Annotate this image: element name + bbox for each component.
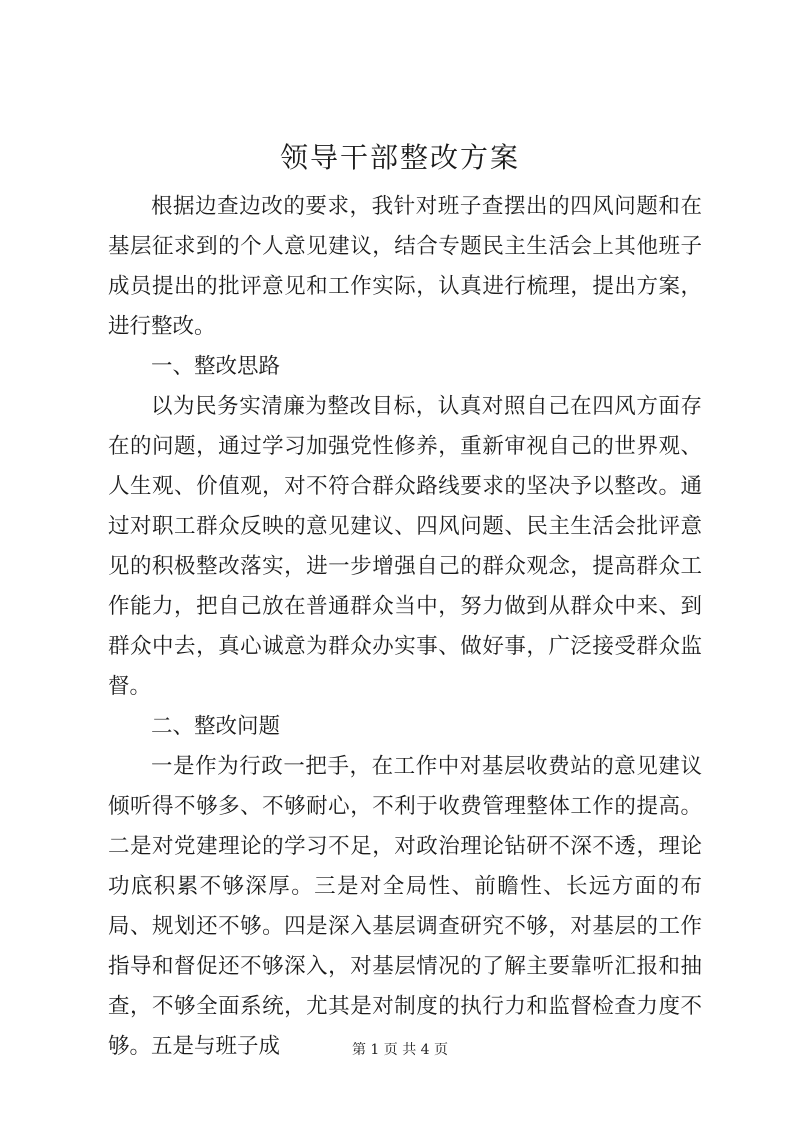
document-body bbox=[108, 187, 702, 1067]
section-body-problems: 一是作为行政一把手，在工作中对基层收费站的意见建议倾听得不够多、不够耐心，不利于收费管理整体工作的提高。二是对党建理论的学习不足，对政治理论钻研不深不透，理论功底积累不够深厚。三是对全局性、前瞻性、长远方面的布局、规划还不够。四是深入基层调查研究不够，对基层的工作指导和督促还不够深入，对基层情况的了解主要靠听汇报和抽查，不够全面系统，尤其是对制度的执行力和监督检查力度不够。五是与班子成 bbox=[108, 754, 702, 1059]
page-footer: 第 1 页 共 4 页 bbox=[351, 1042, 449, 1058]
document-title: 领导干部整改方案 bbox=[279, 141, 520, 174]
intro-paragraph: 根据边查边改的要求，我针对班子查摆出的四风问题和在基层征求到的个人意见建议，结合专题民主生活会上其他班子成员提出的批评意见和工作实际，认真进行梳理，提出方案，进行整改。 bbox=[108, 194, 702, 339]
section-body-approach: 以为民务实清廉为整改目标，认真对照自己在四风方面存在的问题，通过学习加强党性修养，重新审视自己的世界观、人生观、价值观，对不符合群众路线要求的坚决予以整改。通过对职工群众反映的意见建议、四风问题、民主生活会批评意见的积极整改落实，进一步增强自己的群众观念，提高群众工作能力，把自己放在普通群众当中，努力做到从群众中来、到群众中去，真心诚意为群众办实事、做好事，广泛接受群众监督。 bbox=[108, 394, 702, 699]
section-heading-problems: 二、整改问题 bbox=[151, 714, 281, 739]
section-heading-approach: 一、整改思路 bbox=[151, 354, 281, 379]
